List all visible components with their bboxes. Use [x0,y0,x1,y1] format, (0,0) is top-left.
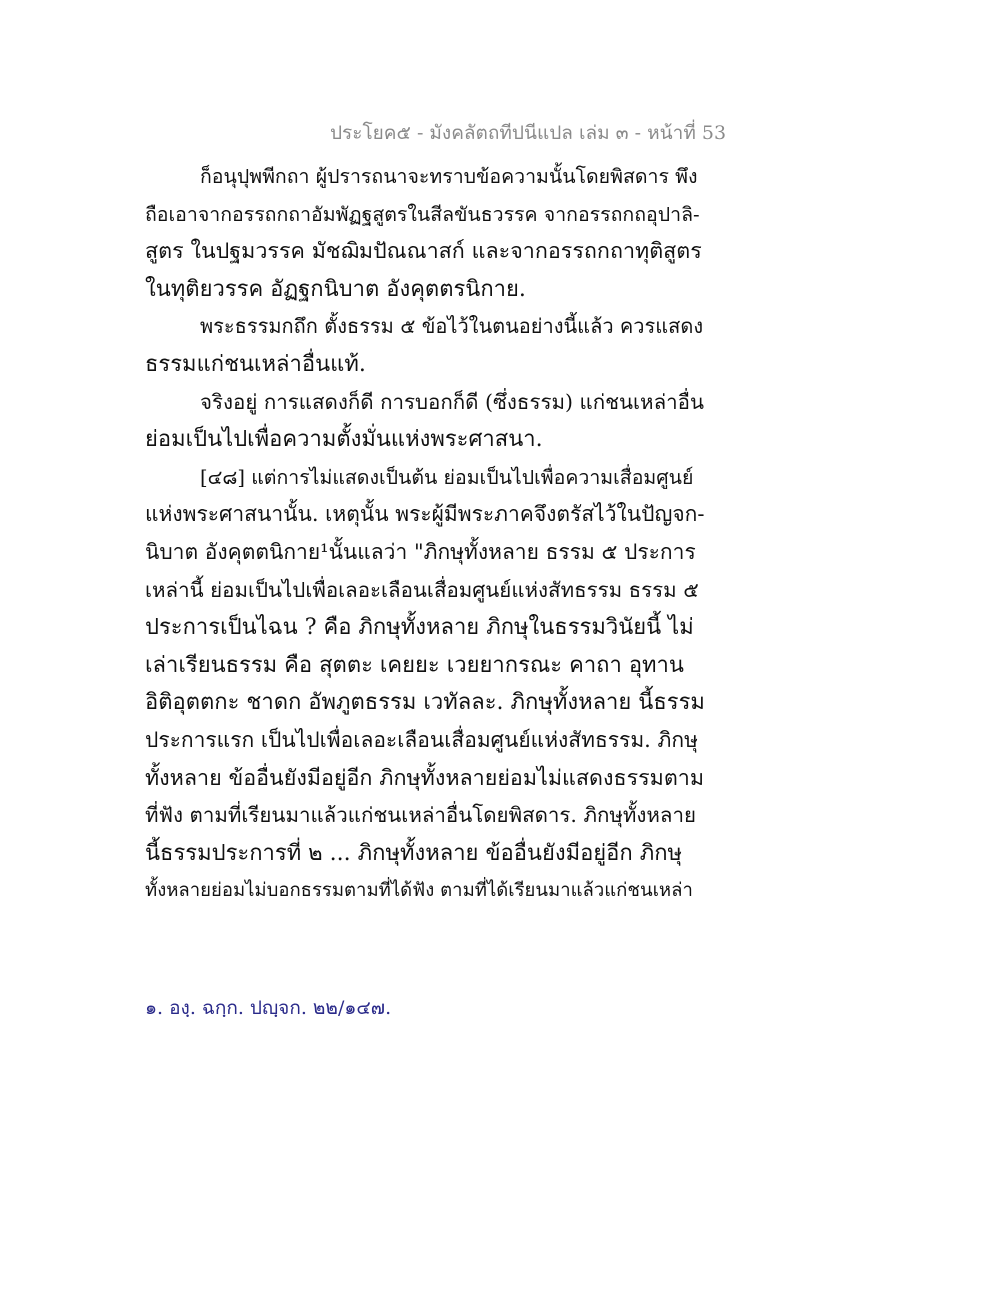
body-line: ก็อนุปุพพีกถา ผู้ปรารถนาจะทราบข้อความนั้นโดยพิสดาร พึง [200,165,698,188]
body-line: ทั้งหลายย่อมไม่บอกธรรมตามที่ได้ฟัง ตามที่ได้เรียนมาแล้วแก่ชนเหล่า [145,880,693,902]
body-line: แห่งพระศาสนานั้น. เหตุนั้น พระผู้มีพระภาคจึงตรัสไว้ในปัญจก- [145,502,705,527]
body-line: จริงอยู่ การแสดงก็ดี การบอกก็ดี (ซึ่งธรรม) แก่ชนเหล่าอื่น [200,389,704,414]
body-text [145,158,705,910]
body-line: นี้ธรรมประการที่ ๒ ... ภิกษุทั้งหลาย ข้ออื่นยังมีอยู่อีก ภิกษุ [145,840,683,866]
page-header: ประโยค๕ - มังคลัตถทีปนีแปล เล่ม ๓ - หน้าที่ 53 [330,122,727,144]
body-line: ธรรมแก่ชนเหล่าอื่นแท้. [145,351,366,377]
body-line: อิติอุตตกะ ชาดก อัพภูตธรรม เวทัลละ. ภิกษุทั้งหลาย นี้ธรรม [145,690,705,716]
body-line: เล่าเรียนธรรม คือ สุตตะ เคยยะ เวยยากรณะ คาถา อุทาน [145,652,684,678]
body-line: ในทุติยวรรค อัฏฐกนิบาต อังคุตตรนิกาย. [145,276,526,302]
body-line: [๔๘] แต่การไม่แสดงเป็นต้น ย่อมเป็นไปเพื่อความเสื่อมศูนย์ [200,465,694,489]
footnote: ๑. องฺ. ฉกฺก. ปญฺจก. ๒๒/๑๔๗. [145,997,392,1019]
body-line: สูตร ในปฐมวรรค มัชฌิมปัณณาสก์ และจากอรรถกถาทุติสูตร [145,239,702,265]
body-line: นิบาต อังคุตตนิกาย¹นั้นแลว่า "ภิกษุทั้งหลาย ธรรม ๕ ประการ [145,539,696,564]
body-line: ย่อมเป็นไปเพื่อความตั้งมั่นแห่งพระศาสนา. [145,427,543,453]
body-line: ที่ฟัง ตามที่เรียนมาแล้วแก่ชนเหล่าอื่นโดยพิสดาร. ภิกษุทั้งหลาย [145,803,697,828]
body-line: เหล่านี้ ย่อมเป็นไปเพื่อเลอะเลือนเสื่อมศูนย์แห่งสัทธรรม ธรรม ๕ [145,577,699,602]
body-line: ประการแรก เป็นไปเพื่อเลอะเลือนเสื่อมศูนย์แห่งสัทธรรม. ภิกษุ [145,727,698,752]
body-line: ทั้งหลาย ข้ออื่นยังมีอยู่อีก ภิกษุทั้งหลายย่อมไม่แสดงธรรมตาม [145,765,705,791]
body-line: ประการเป็นไฉน ? คือ ภิกษุทั้งหลาย ภิกษุในธรรมวินัยนี้ ไม่ [145,615,694,641]
body-line: พระธรรมกถึก ตั้งธรรม ๕ ข้อไว้ในตนอย่างนี้แล้ว ควรแสดง [200,314,704,339]
body-line: ถือเอาจากอรรถกถาอัมพัฏฐสูตรในสีลขันธวรรค จากอรรถกถอุปาลิ- [145,202,700,226]
